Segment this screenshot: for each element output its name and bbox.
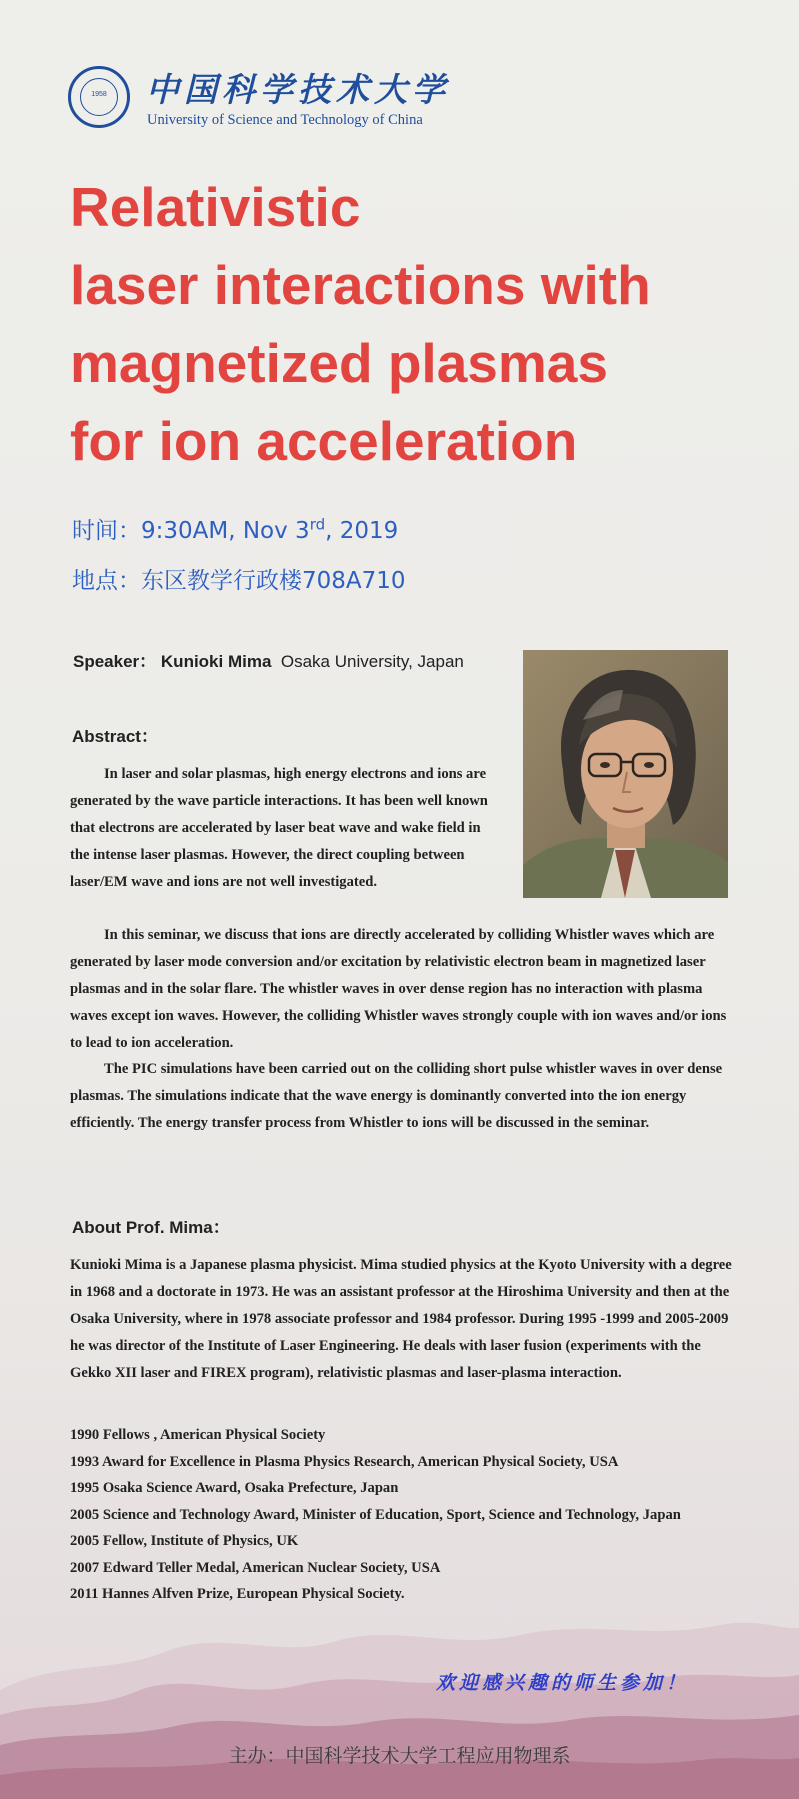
award-item: 2005 Science and Technology Award, Minister of Education, Sport, Science and Technology, Japan	[70, 1506, 681, 1523]
award-item: 2007 Edward Teller Medal, American Nuclear Society, USA	[70, 1559, 441, 1576]
title-line: for ion acceleration	[70, 410, 578, 472]
award-item: 1995 Osaka Science Award, Osaka Prefecture, Japan	[70, 1480, 399, 1496]
abstract-paragraph: In this seminar, we discuss that ions are directly accelerated by colliding Whistler waves which are generated by laser mode conversion and/or excitation by relativistic electron beam in magnetized laser plasmas and in the solar flare. The whistler waves in over dense region has no interaction with plasma waves except ion waves. However, the colliding Whistler waves strongly couple with ion waves and/or ions to lead to ion acceleration.	[70, 927, 727, 1051]
time-year: , 2019	[325, 518, 399, 544]
event-time	[72, 512, 398, 545]
abstract-paragraph: The PIC simulations have been carried out on the colliding short pulse whistler waves in over dense plasmas. The simulations indicate that the wave energy is dominantly converted into the ion energy efficiently. The energy transfer process from Whistler to ions will be discussed in the seminar.	[70, 1061, 723, 1131]
speaker-photo	[523, 650, 728, 898]
title-line: Relativistic	[70, 176, 361, 238]
speaker-name: Kunioki Mima	[160, 652, 272, 671]
abstract-heading: Abstract：	[72, 727, 158, 746]
award-item: 2005 Fellow, Institute of Physics, UK	[70, 1533, 299, 1549]
university-seal-logo	[68, 66, 130, 128]
speaker-affiliation: Osaka University, Japan	[280, 652, 464, 671]
award-item: 1993 Award for Excellence in Plasma Physics Research, American Physical Society, USA	[70, 1453, 619, 1470]
university-name-en: University of Science and Technology of China	[147, 112, 423, 128]
abstract-paragraph: In laser and solar plasmas, high energy electrons and ions are generated by the wave particle interactions. It has been well known that electrons are accelerated by laser beat wave and wake field in the intense laser plasmas. However, the direct coupling between laser/EM wave and ions are not well investigated.	[70, 766, 488, 890]
about-heading: About Prof. Mima：	[72, 1218, 230, 1237]
event-place	[72, 562, 406, 595]
speaker-line	[73, 647, 464, 672]
place-value: 东区教学行政楼708A710	[141, 568, 406, 594]
time-value: 9:30AM, Nov 3	[141, 518, 310, 544]
welcome-message: 欢迎感兴趣的师生参加！	[436, 1672, 690, 1694]
title-line: laser interactions with	[70, 254, 651, 316]
place-label: 地点：	[72, 568, 141, 594]
award-item: 2011 Hannes Alfven Prize, European Physical Society.	[70, 1586, 405, 1602]
organizer-line: 主办：中国科学技术大学工程应用物理系	[228, 1745, 571, 1767]
talk-title	[70, 168, 790, 480]
title-line: magnetized plasmas	[70, 332, 608, 394]
time-label: 时间：	[72, 518, 141, 544]
time-ordinal: rd	[309, 515, 326, 534]
university-name-cn: 中国科学技术大学	[146, 70, 450, 109]
awards-list	[70, 1422, 740, 1608]
award-item: 1990 Fellows , American Physical Society	[70, 1427, 326, 1443]
about-bio: Kunioki Mima is a Japanese plasma physicist. Mima studied physics at the Kyoto University with a degree in 1968 and a doctorate in 1973. He was an assistant professor at the Hiroshima University and then at the Osaka University, where in 1978 associate professor and 1984 professor. During 1995 -1999 and 2005-2009 he was director of the Institute of Laser Engineering. He deals with laser fusion (experiments with the Gekko XII laser and FIREX program), relativistic plasmas and laser-plasma interaction.	[70, 1257, 732, 1381]
seal-year: 1958	[91, 91, 107, 98]
speaker-label: Speaker：	[73, 652, 157, 671]
